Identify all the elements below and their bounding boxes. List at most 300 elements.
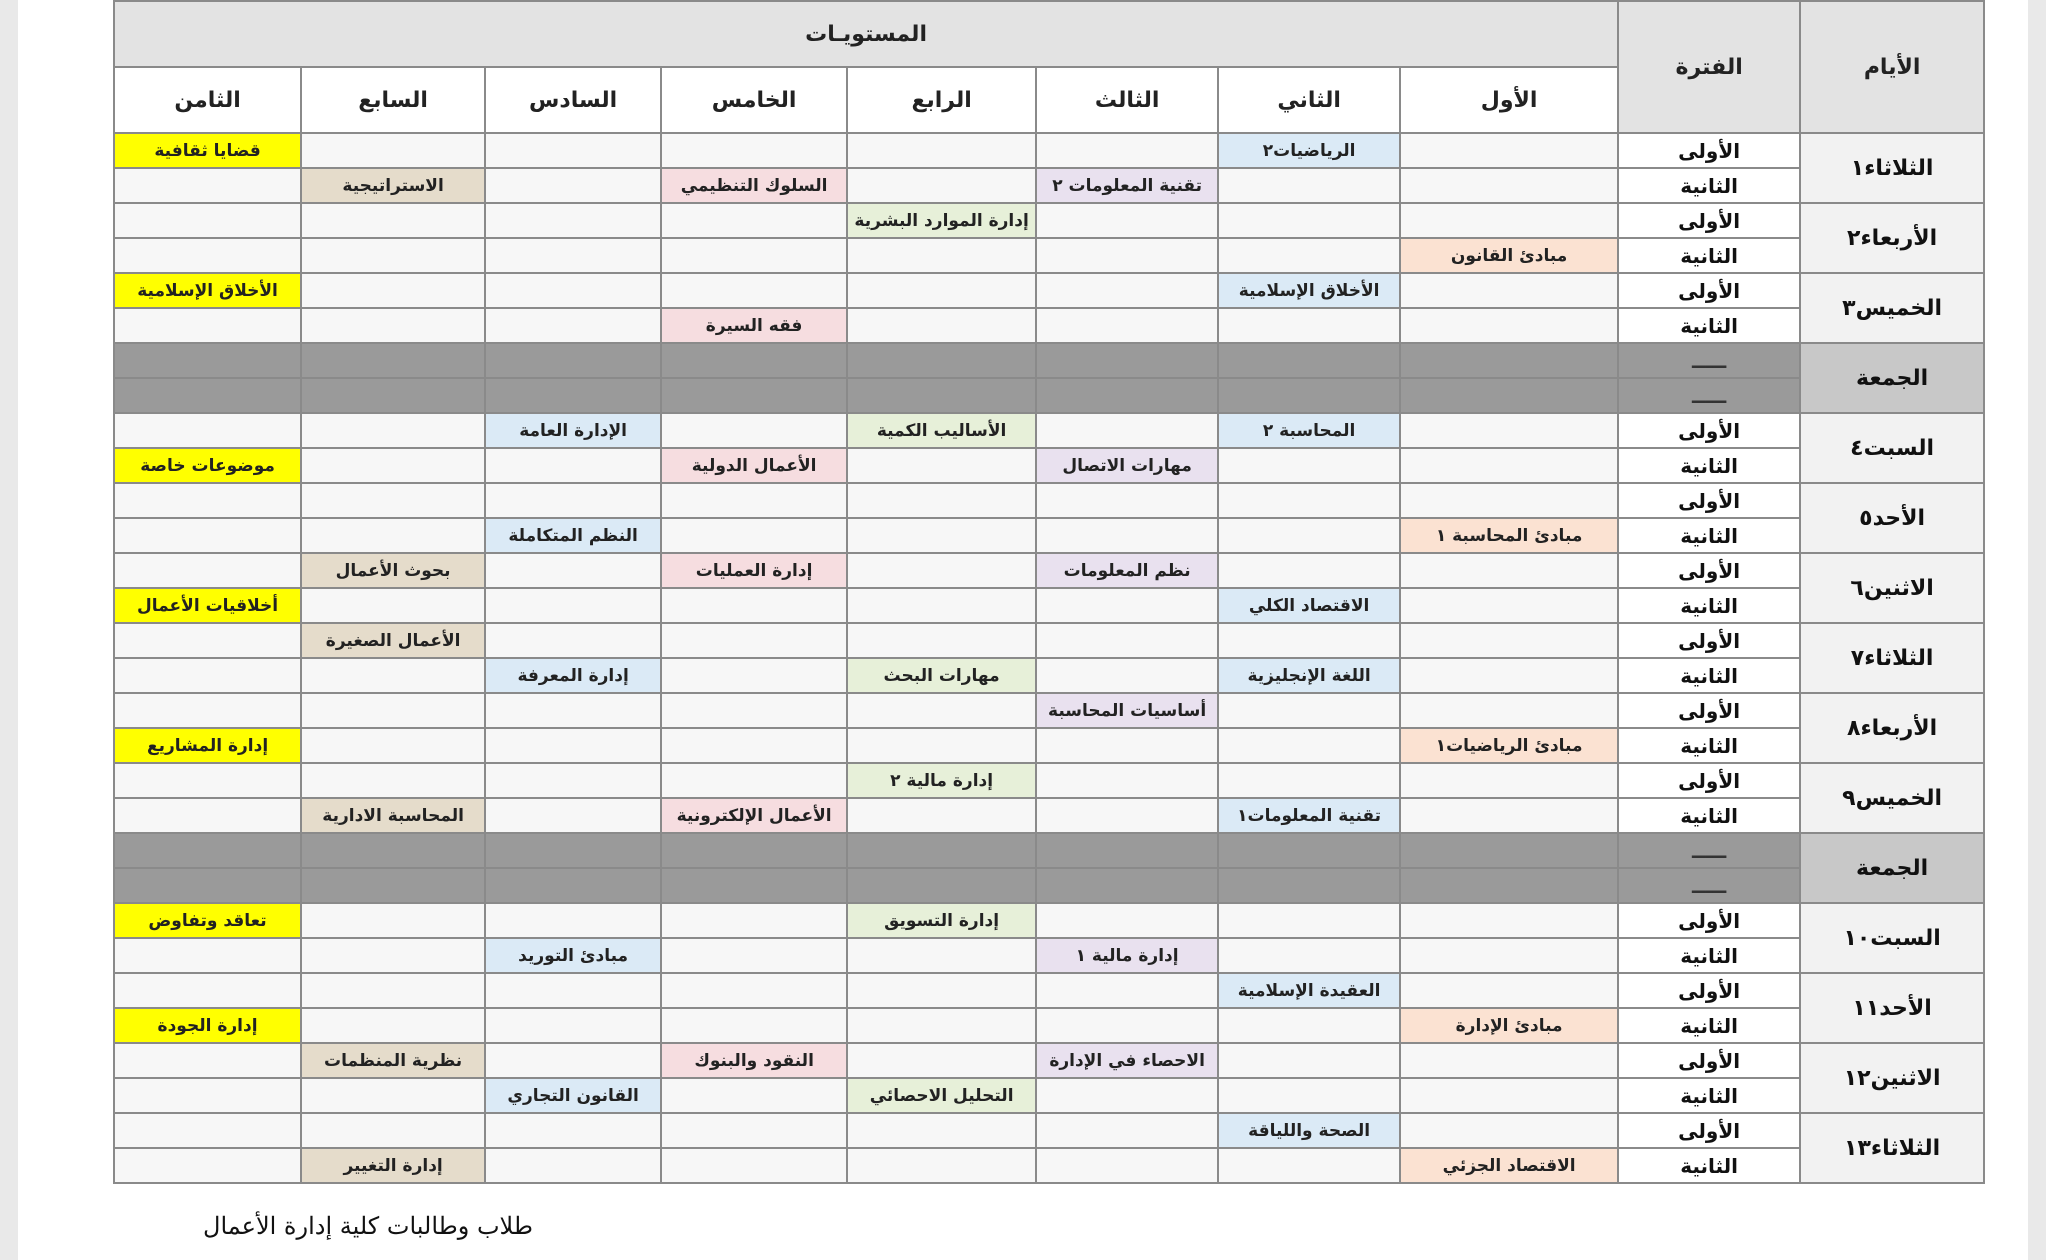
course-cell [661, 693, 847, 728]
course-cell [1400, 273, 1618, 308]
schedule-row [114, 1008, 1984, 1043]
course-cell [661, 973, 847, 1008]
course-cell [114, 1043, 301, 1078]
course-cell [301, 1008, 485, 1043]
course-cell [1218, 448, 1400, 483]
schedule-sheet [18, 0, 2028, 1260]
period-cell: الأولى [1618, 203, 1800, 238]
course-cell [114, 168, 301, 203]
course-cell: فقه السيرة [661, 308, 847, 343]
course-cell: مبادئ القانون [1400, 238, 1618, 273]
course-cell [301, 413, 485, 448]
course-cell [1400, 868, 1618, 903]
course-cell [1400, 588, 1618, 623]
course-cell [1036, 273, 1218, 308]
course-cell [1400, 203, 1618, 238]
course-cell [1400, 623, 1618, 658]
course-cell: نظم المعلومات [1036, 553, 1218, 588]
schedule-row [114, 553, 1984, 588]
schedule-row [114, 238, 1984, 273]
course-cell [661, 1148, 847, 1183]
schedule-row [114, 1078, 1984, 1113]
course-cell: العقيدة الإسلامية [1218, 973, 1400, 1008]
course-cell [114, 518, 301, 553]
course-cell [1218, 203, 1400, 238]
period-cell: الأولى [1618, 483, 1800, 518]
course-cell [485, 1008, 661, 1043]
course-cell: إدارة مالية ١ [1036, 938, 1218, 973]
course-cell [301, 763, 485, 798]
period-cell: الثانية [1618, 518, 1800, 553]
course-cell [301, 343, 485, 378]
course-cell [1218, 1043, 1400, 1078]
course-cell [1400, 553, 1618, 588]
level-header-8: الثامن [114, 67, 301, 133]
course-cell: الأساليب الكمية [847, 413, 1036, 448]
course-cell [485, 308, 661, 343]
schedule-body [114, 133, 1984, 1183]
course-cell: مهارات البحث [847, 658, 1036, 693]
schedule-row [114, 1148, 1984, 1183]
day-cell: السبت٤ [1800, 413, 1984, 483]
exam-schedule-table [113, 0, 1985, 1184]
course-cell [847, 273, 1036, 308]
course-cell [485, 378, 661, 413]
course-cell [485, 448, 661, 483]
course-cell [301, 203, 485, 238]
course-cell [1218, 378, 1400, 413]
period-cell: الأولى [1618, 903, 1800, 938]
course-cell [114, 973, 301, 1008]
period-cell: ـــــ [1618, 343, 1800, 378]
course-cell [1036, 798, 1218, 833]
course-cell [1036, 343, 1218, 378]
course-cell: الأخلاق الإسلامية [1218, 273, 1400, 308]
course-cell [485, 1043, 661, 1078]
course-cell [485, 833, 661, 868]
course-cell: مبادئ الإدارة [1400, 1008, 1618, 1043]
course-cell [1218, 1008, 1400, 1043]
course-cell [661, 658, 847, 693]
course-cell [1400, 973, 1618, 1008]
schedule-row [114, 168, 1984, 203]
course-cell [1218, 833, 1400, 868]
course-cell [1400, 763, 1618, 798]
course-cell: الأعمال الصغيرة [301, 623, 485, 658]
course-cell [1218, 938, 1400, 973]
course-cell [1036, 833, 1218, 868]
schedule-row [114, 343, 1984, 378]
course-cell [114, 1078, 301, 1113]
course-cell [847, 728, 1036, 763]
period-cell: الثانية [1618, 938, 1800, 973]
course-cell [1036, 308, 1218, 343]
schedule-row [114, 133, 1984, 168]
course-cell: قضايا ثقافية [114, 133, 301, 168]
schedule-row [114, 518, 1984, 553]
schedule-row [114, 483, 1984, 518]
course-cell [1036, 973, 1218, 1008]
course-cell [661, 378, 847, 413]
course-cell [485, 588, 661, 623]
day-cell: الخميس٩ [1800, 763, 1984, 833]
course-cell [1036, 378, 1218, 413]
course-cell: التحليل الاحصائي [847, 1078, 1036, 1113]
course-cell [661, 938, 847, 973]
schedule-row [114, 973, 1984, 1008]
course-cell [1218, 763, 1400, 798]
schedule-row [114, 308, 1984, 343]
course-cell [1218, 728, 1400, 763]
course-cell: تقنية المعلومات ٢ [1036, 168, 1218, 203]
course-cell [1218, 623, 1400, 658]
course-cell [301, 1078, 485, 1113]
course-cell [301, 973, 485, 1008]
course-cell [847, 833, 1036, 868]
course-cell [1400, 448, 1618, 483]
schedule-row [114, 693, 1984, 728]
period-cell: الأولى [1618, 1043, 1800, 1078]
course-cell [301, 483, 485, 518]
course-cell [847, 238, 1036, 273]
course-cell [114, 203, 301, 238]
course-cell [301, 658, 485, 693]
course-cell [1036, 763, 1218, 798]
course-cell [847, 553, 1036, 588]
course-cell: أخلاقيات الأعمال [114, 588, 301, 623]
course-cell [485, 693, 661, 728]
course-cell [485, 168, 661, 203]
course-cell [485, 273, 661, 308]
course-cell [301, 728, 485, 763]
course-cell: الاستراتيجية [301, 168, 485, 203]
course-cell: المحاسبة ٢ [1218, 413, 1400, 448]
period-cell: الثانية [1618, 168, 1800, 203]
course-cell [1218, 483, 1400, 518]
course-cell [114, 833, 301, 868]
period-cell: الأولى [1618, 623, 1800, 658]
course-cell [847, 938, 1036, 973]
course-cell [661, 763, 847, 798]
course-cell [847, 693, 1036, 728]
course-cell [661, 273, 847, 308]
course-cell [301, 1113, 485, 1148]
course-cell [1036, 658, 1218, 693]
period-cell: الثانية [1618, 1078, 1800, 1113]
period-cell: الثانية [1618, 658, 1800, 693]
course-cell [847, 378, 1036, 413]
day-cell: الجمعة [1800, 833, 1984, 903]
course-cell [485, 343, 661, 378]
course-cell [1400, 378, 1618, 413]
course-cell: المحاسبة الادارية [301, 798, 485, 833]
course-cell [114, 343, 301, 378]
course-cell: الصحة واللياقة [1218, 1113, 1400, 1148]
period-cell: الثانية [1618, 588, 1800, 623]
schedule-row [114, 763, 1984, 798]
course-cell: الاقتصاد الجزئي [1400, 1148, 1618, 1183]
course-cell [661, 413, 847, 448]
course-cell [661, 868, 847, 903]
course-cell [661, 588, 847, 623]
schedule-row [114, 798, 1984, 833]
course-cell [661, 728, 847, 763]
schedule-row [114, 413, 1984, 448]
course-cell: إدارة العمليات [661, 553, 847, 588]
course-cell: الأخلاق الإسلامية [114, 273, 301, 308]
day-cell: الثلاثاء١ [1800, 133, 1984, 203]
course-cell [485, 133, 661, 168]
period-cell: الأولى [1618, 413, 1800, 448]
day-cell: الأربعاء٢ [1800, 203, 1984, 273]
course-cell [1400, 168, 1618, 203]
course-cell [847, 623, 1036, 658]
course-cell [301, 868, 485, 903]
course-cell [1400, 833, 1618, 868]
course-cell [114, 308, 301, 343]
schedule-row [114, 728, 1984, 763]
course-cell [485, 763, 661, 798]
period-cell: الأولى [1618, 133, 1800, 168]
course-cell [661, 518, 847, 553]
course-cell [1218, 693, 1400, 728]
course-cell [661, 833, 847, 868]
course-cell [1218, 1148, 1400, 1183]
course-cell: مبادئ التوريد [485, 938, 661, 973]
schedule-row [114, 938, 1984, 973]
period-cell: الثانية [1618, 798, 1800, 833]
course-cell [1036, 518, 1218, 553]
course-cell [301, 238, 485, 273]
schedule-row [114, 623, 1984, 658]
period-cell: الثانية [1618, 448, 1800, 483]
course-cell [485, 553, 661, 588]
course-cell [1036, 133, 1218, 168]
course-cell [301, 308, 485, 343]
level-header-4: الرابع [847, 67, 1036, 133]
course-cell [1036, 903, 1218, 938]
course-cell [1218, 343, 1400, 378]
course-cell [847, 483, 1036, 518]
schedule-row [114, 833, 1984, 868]
period-column-header: الفترة [1618, 1, 1800, 133]
course-cell [485, 868, 661, 903]
course-cell [847, 973, 1036, 1008]
course-cell [1400, 903, 1618, 938]
day-cell: الخميس٣ [1800, 273, 1984, 343]
course-cell: بحوث الأعمال [301, 553, 485, 588]
schedule-row [114, 273, 1984, 308]
day-cell: الثلاثاء٧ [1800, 623, 1984, 693]
course-cell [661, 343, 847, 378]
level-header-3: الثالث [1036, 67, 1218, 133]
course-cell [485, 798, 661, 833]
course-cell [1036, 1148, 1218, 1183]
course-cell [1400, 413, 1618, 448]
course-cell [114, 1113, 301, 1148]
level-header-7: السابع [301, 67, 485, 133]
course-cell [661, 238, 847, 273]
period-cell: ـــــ [1618, 833, 1800, 868]
course-cell [1218, 168, 1400, 203]
course-cell [1218, 238, 1400, 273]
period-cell: الأولى [1618, 763, 1800, 798]
course-cell [485, 903, 661, 938]
course-cell [847, 168, 1036, 203]
course-cell [1400, 798, 1618, 833]
course-cell: الأعمال الدولية [661, 448, 847, 483]
day-cell: الأربعاء٨ [1800, 693, 1984, 763]
course-cell: الرياضيات٢ [1218, 133, 1400, 168]
course-cell: نظرية المنظمات [301, 1043, 485, 1078]
footer-caption: طلاب وطالبات كلية إدارة الأعمال [203, 1212, 533, 1240]
course-cell [1218, 553, 1400, 588]
day-cell: الأحد١١ [1800, 973, 1984, 1043]
course-cell [114, 238, 301, 273]
course-cell [1036, 728, 1218, 763]
course-cell: مبادئ الرياضيات١ [1400, 728, 1618, 763]
levels-header: المستويـات [114, 1, 1618, 67]
course-cell [301, 133, 485, 168]
course-cell [485, 728, 661, 763]
course-cell [847, 518, 1036, 553]
period-cell: الثانية [1618, 238, 1800, 273]
course-cell: إدارة المعرفة [485, 658, 661, 693]
course-cell [114, 693, 301, 728]
course-cell: إدارة الموارد البشرية [847, 203, 1036, 238]
course-cell [301, 518, 485, 553]
period-cell: الثانية [1618, 1148, 1800, 1183]
course-cell: النظم المتكاملة [485, 518, 661, 553]
course-cell [114, 623, 301, 658]
level-header-1: الأول [1400, 67, 1618, 133]
course-cell [1036, 1078, 1218, 1113]
course-cell [847, 588, 1036, 623]
course-cell [1400, 693, 1618, 728]
course-cell [1036, 413, 1218, 448]
period-cell: الثانية [1618, 308, 1800, 343]
course-cell [847, 798, 1036, 833]
period-cell: الأولى [1618, 973, 1800, 1008]
period-cell: الثانية [1618, 1008, 1800, 1043]
level-header-2: الثاني [1218, 67, 1400, 133]
course-cell [301, 903, 485, 938]
course-cell [661, 483, 847, 518]
schedule-row [114, 203, 1984, 238]
course-cell [1036, 868, 1218, 903]
course-cell [1218, 308, 1400, 343]
course-cell [1400, 343, 1618, 378]
course-cell [847, 343, 1036, 378]
level-header-5: الخامس [661, 67, 847, 133]
day-cell: السبت١٠ [1800, 903, 1984, 973]
level-header-6: السادس [485, 67, 661, 133]
schedule-row [114, 1113, 1984, 1148]
course-cell [1400, 938, 1618, 973]
course-cell [1036, 623, 1218, 658]
course-cell [1036, 1113, 1218, 1148]
course-cell: مهارات الاتصال [1036, 448, 1218, 483]
course-cell [1036, 1008, 1218, 1043]
schedule-row [114, 903, 1984, 938]
course-cell [661, 133, 847, 168]
course-cell: الاحصاء في الإدارة [1036, 1043, 1218, 1078]
course-cell [114, 658, 301, 693]
course-cell [1218, 903, 1400, 938]
course-cell: الأعمال الإلكترونية [661, 798, 847, 833]
course-cell [301, 588, 485, 623]
schedule-row [114, 868, 1984, 903]
schedule-row [114, 448, 1984, 483]
course-cell [1218, 518, 1400, 553]
course-cell [661, 1113, 847, 1148]
course-cell [1036, 588, 1218, 623]
period-cell: الأولى [1618, 273, 1800, 308]
period-cell: ـــــ [1618, 378, 1800, 413]
period-cell: الأولى [1618, 553, 1800, 588]
course-cell [1036, 238, 1218, 273]
course-cell [847, 1043, 1036, 1078]
course-cell [1400, 483, 1618, 518]
course-cell [1036, 483, 1218, 518]
course-cell: إدارة الجودة [114, 1008, 301, 1043]
course-cell [114, 378, 301, 413]
day-cell: الثلاثاء١٣ [1800, 1113, 1984, 1183]
course-cell: تقنية المعلومات١ [1218, 798, 1400, 833]
course-cell [114, 553, 301, 588]
course-cell [661, 1008, 847, 1043]
course-cell [114, 413, 301, 448]
course-cell [485, 1113, 661, 1148]
day-cell: الأحد٥ [1800, 483, 1984, 553]
course-cell [114, 1148, 301, 1183]
course-cell: مبادئ المحاسبة ١ [1400, 518, 1618, 553]
course-cell [1400, 133, 1618, 168]
course-cell [485, 483, 661, 518]
day-cell: الاثنين٦ [1800, 553, 1984, 623]
schedule-row [114, 588, 1984, 623]
course-cell [114, 483, 301, 518]
course-cell [485, 203, 661, 238]
period-cell: الثانية [1618, 728, 1800, 763]
course-cell [661, 903, 847, 938]
day-cell: الجمعة [1800, 343, 1984, 413]
course-cell [847, 868, 1036, 903]
day-cell: الاثنين١٢ [1800, 1043, 1984, 1113]
course-cell [485, 238, 661, 273]
period-cell: الأولى [1618, 1113, 1800, 1148]
course-cell: الإدارة العامة [485, 413, 661, 448]
course-cell: موضوعات خاصة [114, 448, 301, 483]
course-cell: السلوك التنظيمي [661, 168, 847, 203]
course-cell [1036, 203, 1218, 238]
course-cell: الاقتصاد الكلي [1218, 588, 1400, 623]
course-cell [1218, 868, 1400, 903]
course-cell [1400, 1113, 1618, 1148]
course-cell [485, 973, 661, 1008]
course-cell [114, 798, 301, 833]
course-cell: القانون التجاري [485, 1078, 661, 1113]
course-cell [661, 1078, 847, 1113]
course-cell [847, 1008, 1036, 1043]
course-cell [661, 203, 847, 238]
course-cell [114, 868, 301, 903]
course-cell [301, 273, 485, 308]
course-cell [847, 448, 1036, 483]
period-cell: الأولى [1618, 693, 1800, 728]
course-cell [847, 308, 1036, 343]
course-cell [114, 938, 301, 973]
